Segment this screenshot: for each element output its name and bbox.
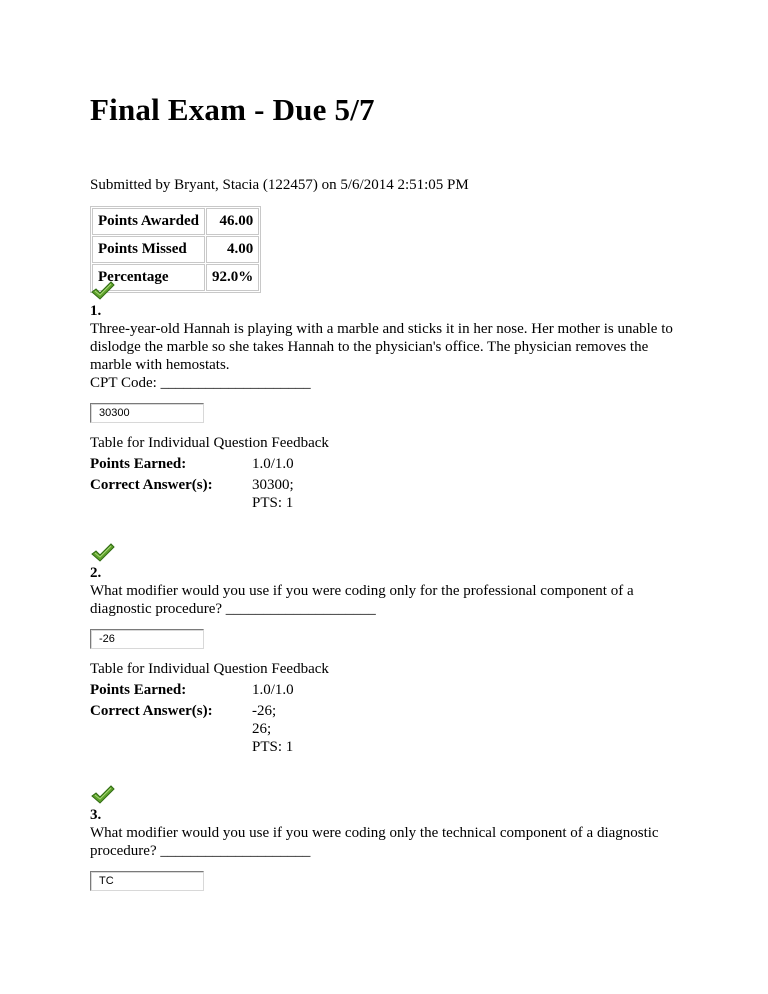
answer-field[interactable]: 30300 <box>90 403 204 423</box>
score-summary-table <box>90 206 261 293</box>
summary-label: Points Awarded <box>92 208 205 235</box>
checkmark-icon <box>91 785 115 805</box>
points-earned-value: 1.0/1.0 <box>252 456 294 472</box>
correct-answer-value: -26; 26; PTS: 1 <box>252 703 294 755</box>
points-earned-label: Points Earned: <box>90 682 187 698</box>
points-earned-label: Points Earned: <box>90 456 187 472</box>
feedback-answer-row <box>90 476 730 512</box>
question-text: What modifier would you use if you were coding only for the professional component of a diagnostic procedure? ____________________ <box>90 583 634 617</box>
feedback-points-row <box>90 681 730 699</box>
page-title: Final Exam - Due 5/7 <box>90 92 375 127</box>
correct-answer-label: Correct Answer(s): <box>90 703 213 719</box>
question-number: 1. <box>90 303 102 319</box>
points-earned-value: 1.0/1.0 <box>252 682 294 698</box>
correct-answer-label: Correct Answer(s): <box>90 477 213 493</box>
correct-answer-value: 30300; PTS: 1 <box>252 477 294 511</box>
feedback-answer-row <box>90 702 730 756</box>
summary-row-points-missed <box>92 236 259 263</box>
question-text: Three-year-old Hannah is playing with a marble and sticks it in her nose. Her mother is unable to dislodge the marble so she takes Hannah to the physician's office. The physician removes the marble with hemostats. CPT Code: ____________________ <box>90 321 673 391</box>
submission-info: Submitted by Bryant, Stacia (122457) on 5/6/2014 2:51:05 PM <box>90 177 469 193</box>
feedback-points-row <box>90 455 730 473</box>
question-text: What modifier would you use if you were coding only the technical component of a diagnostic procedure? ____________________ <box>90 825 659 859</box>
feedback-caption: Table for Individual Question Feedback <box>90 661 329 677</box>
question-3 <box>90 785 730 891</box>
answer-field[interactable]: -26 <box>90 629 204 649</box>
summary-value: 92.0% <box>206 264 259 291</box>
question-1 <box>90 281 730 512</box>
question-number: 3. <box>90 807 102 823</box>
checkmark-icon <box>91 281 115 301</box>
answer-field[interactable]: TC <box>90 871 204 891</box>
summary-label: Points Missed <box>92 236 205 263</box>
summary-label: Percentage <box>92 264 205 291</box>
feedback-caption: Table for Individual Question Feedback <box>90 435 329 451</box>
summary-value: 4.00 <box>206 236 259 263</box>
checkmark-icon <box>91 543 115 563</box>
question-2 <box>90 543 730 756</box>
question-number: 2. <box>90 565 102 581</box>
summary-row-points-awarded <box>92 208 259 235</box>
summary-value: 46.00 <box>206 208 259 235</box>
